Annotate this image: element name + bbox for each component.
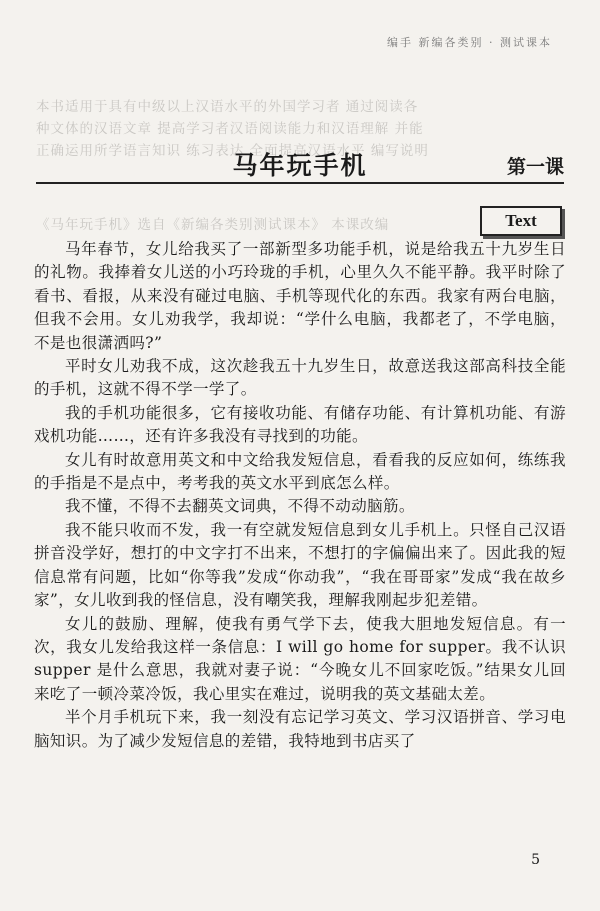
paragraph: 马年春节，女儿给我买了一部新型多功能手机，说是给我五十九岁生日的礼物。我捧着女儿送的小巧玲珑的手机，心里久久不能平静。我平时除了看书、看报，从来没有碰过电脑、手机等现代化的东西。我家有两台电脑，但我不会用。女儿劝我学，我却说：“学什么电脑，我都老了，不学电脑，不是也很潇洒吗?” bbox=[34, 240, 566, 352]
page-number: 5 bbox=[531, 852, 540, 868]
title-rule bbox=[36, 182, 564, 184]
lesson-title-row bbox=[36, 142, 564, 182]
lesson-title: 马年玩手机 bbox=[232, 151, 368, 180]
paragraph: 女儿有时故意用英文和中文给我发短信息，看看我的反应如何，练练我的手指是不是点中，考考我的英文水平到底怎么样。 bbox=[34, 450, 566, 493]
text-section-label: Text bbox=[480, 206, 562, 236]
running-head: 编手 新编各类别 · 测试课本 bbox=[387, 36, 552, 49]
paragraph: 我不能只收而不发，我一有空就发短信息到女儿手机上。只怪自己汉语拼音没学好，想打的中文字打不出来，不想打的字偏偏出来了。因此我的短信息常有问题，比如“你等我”发成“你动我”，“我在哥哥家”发成“我在故乡家”，女儿收到我的怪信息，没有嘲笑我，理解我刚起步犯差错。 bbox=[34, 520, 566, 610]
bleed-through-line: 种文体的汉语文章 提高学习者汉语阅读能力和汉语理解 并能 bbox=[36, 121, 424, 137]
body-text bbox=[34, 238, 566, 753]
paragraph: 半个月手机玩下来，我一刻没有忘记学习英文、学习汉语拼音、学习电脑知识。为了减少发短信息的差错，我特地到书店买了 bbox=[34, 708, 566, 750]
paragraph: 平时女儿劝我不成，这次趁我五十九岁生日，故意送我这部高科技全能的手机，这就不得不学一学了。 bbox=[34, 357, 566, 399]
bleed-through-line: 正确运用所学语言知识 练习表达 全面提高汉语水平 编写说明 bbox=[36, 143, 429, 159]
bleed-through-line: 《马年玩手机》选自《新编各类别测试课本》 本课改编 bbox=[36, 217, 390, 233]
paragraph: 我不懂，不得不去翻英文词典，不得不动动脑筋。 bbox=[65, 497, 415, 516]
paragraph: 我的手机功能很多，它有接收功能、有储存功能、有计算机功能、有游戏机功能……，还有许多我没有寻找到的功能。 bbox=[34, 403, 566, 446]
lesson-number: 第一课 bbox=[506, 156, 564, 178]
bleed-through-line: 本书适用于具有中级以上汉语水平的外国学习者 通过阅读各 bbox=[36, 99, 419, 115]
paragraph: 女儿的鼓励、理解，使我有勇气学下去，使我大胆地发短信息。有一次，我女儿发给我这样一条信息：I will go home for supper。我不认识 supper 是什么意思，我就对妻子说：“今晚女儿不回家吃饭。”结果女儿回来吃了一顿冷菜冷饭，我心里实在难过，说明我的英文基础太差。 bbox=[34, 614, 566, 703]
